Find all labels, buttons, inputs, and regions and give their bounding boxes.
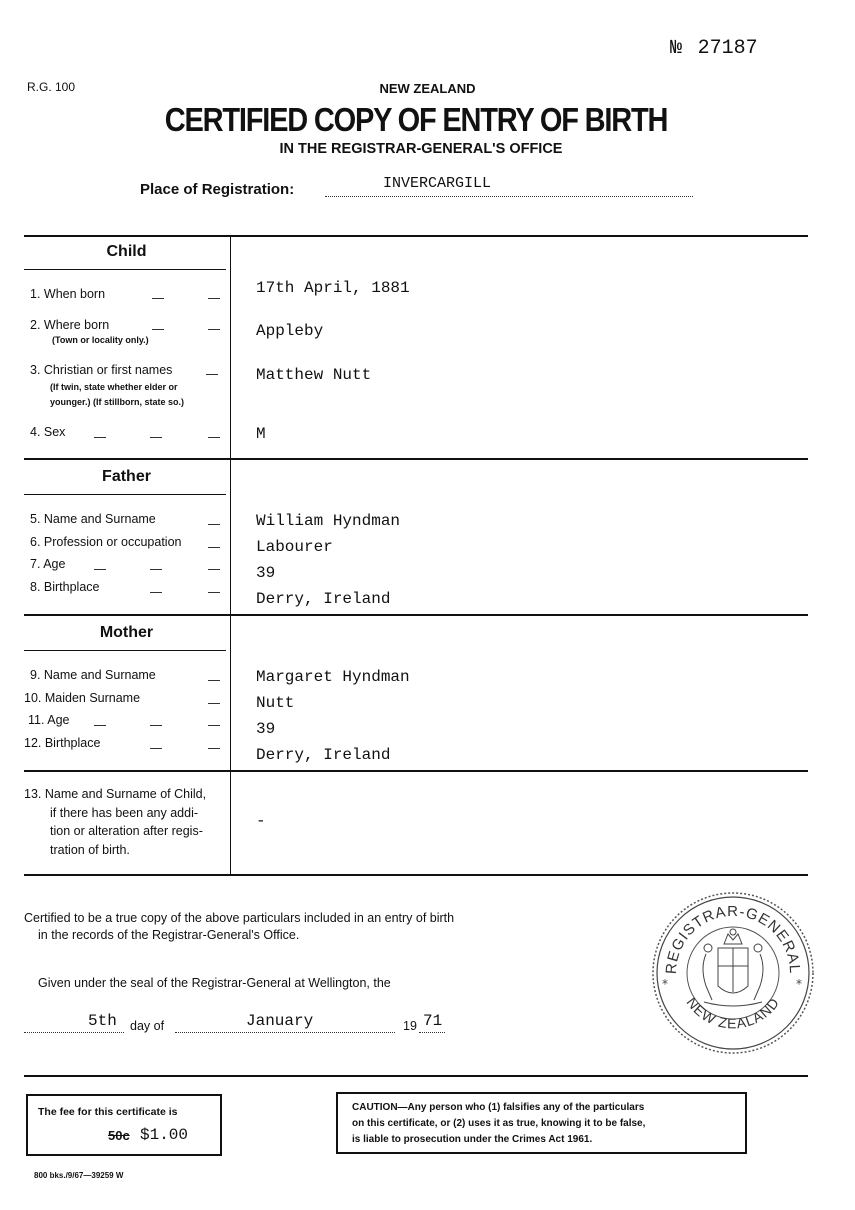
- names-value: Matthew Nutt: [256, 366, 372, 384]
- where-born-note: (Town or locality only.): [52, 335, 149, 345]
- year-value: 71: [423, 1012, 443, 1030]
- leader-dash: [208, 680, 220, 681]
- sex-value: M: [256, 425, 266, 443]
- seal-text-top: REGISTRAR-GENERAL: [662, 903, 804, 975]
- father-age-value: 39: [256, 564, 276, 582]
- leader-dash: [150, 725, 162, 726]
- month-dotted-line: [175, 1032, 395, 1033]
- print-code: 800 bks./9/67—39259 W: [34, 1171, 124, 1180]
- mother-birthplace-label: 12. Birthplace: [24, 736, 101, 750]
- footer-top-rule: [24, 1075, 808, 1077]
- alteration-label-line1: 13. Name and Surname of Child,: [24, 787, 207, 801]
- father-occupation-label: 6. Profession or occupation: [30, 535, 182, 549]
- child-heading: Child: [106, 243, 147, 260]
- caution-line1: CAUTION—Any person who (1) falsifies any of the particulars: [352, 1102, 645, 1113]
- names-note-line2: younger.) (If stillborn, state so.): [50, 397, 185, 407]
- seal-graphic: [648, 888, 818, 1058]
- country-heading: NEW ZEALAND: [379, 81, 476, 96]
- leader-dash: [94, 569, 106, 570]
- section-rule-alteration: [24, 770, 808, 772]
- leader-dash: [150, 437, 162, 438]
- leader-dash: [94, 725, 106, 726]
- day-value: 5th: [88, 1012, 117, 1030]
- coat-of-arms-icon: [703, 929, 763, 1006]
- registrar-general-seal: [648, 888, 818, 1058]
- names-label: 3. Christian or first names: [30, 363, 173, 377]
- day-of-label: day of: [130, 1019, 165, 1033]
- svg-text:NEW ZEALAND: [683, 994, 782, 1031]
- leader-dash: [150, 748, 162, 749]
- place-dotted-line: [325, 196, 693, 197]
- caution-line2: on this certificate, or (2) uses it as true, knowing it to be false,: [352, 1118, 646, 1129]
- mother-heading-rule: [24, 650, 226, 651]
- leader-dash: [208, 437, 220, 438]
- leader-dash: [208, 748, 220, 749]
- father-age-label: 7. Age: [30, 557, 66, 571]
- alteration-value: -: [256, 812, 266, 830]
- mother-heading: Mother: [99, 624, 154, 641]
- when-born-label: 1. When born: [30, 287, 106, 301]
- mother-maiden-value: Nutt: [256, 694, 295, 712]
- seal-text-bottom: NEW ZEALAND: [683, 994, 783, 1032]
- leader-dash: [94, 437, 106, 438]
- where-born-label: 2. Where born: [30, 318, 110, 332]
- fee-value: $1.00: [140, 1126, 189, 1144]
- number-value: 27187: [697, 37, 758, 60]
- mother-name-value: Margaret Hyndman: [256, 668, 410, 686]
- father-name-value: William Hyndman: [256, 512, 401, 530]
- form-code: R.G. 100: [27, 80, 76, 94]
- certification-line2: in the records of the Registrar-General's Office.: [38, 928, 300, 942]
- table-column-divider: [230, 237, 231, 874]
- leader-dash: [152, 298, 164, 299]
- mother-maiden-label: 10. Maiden Surname: [24, 691, 141, 705]
- leader-dash: [208, 725, 220, 726]
- leader-dash: [208, 524, 220, 525]
- month-value: January: [246, 1012, 314, 1030]
- document-title: CERTIFIED COPY OF ENTRY OF BIRTH: [164, 102, 668, 139]
- place-label: Place of Registration:: [140, 181, 295, 198]
- where-born-value: Appleby: [256, 322, 324, 340]
- father-birthplace-label: 8. Birthplace: [30, 580, 100, 594]
- caution-box: [336, 1092, 747, 1154]
- svg-text:*: *: [796, 977, 802, 991]
- father-heading: Father: [102, 468, 151, 485]
- sex-label: 4. Sex: [30, 425, 66, 439]
- alteration-label-line4: tration of birth.: [50, 843, 130, 857]
- father-birthplace-value: Derry, Ireland: [256, 590, 391, 608]
- section-rule-mother: [24, 614, 808, 616]
- alteration-label-line3: tion or alteration after regis-: [50, 824, 203, 838]
- father-name-label: 5. Name and Surname: [30, 512, 156, 526]
- leader-dash: [150, 592, 162, 593]
- leader-dash: [208, 703, 220, 704]
- given-under-seal-text: Given under the seal of the Registrar-General at Wellington, the: [38, 976, 391, 990]
- mother-name-label: 9. Name and Surname: [30, 668, 156, 682]
- document-subtitle: IN THE REGISTRAR-GENERAL'S OFFICE: [279, 141, 563, 157]
- fee-old-value: 50c: [108, 1128, 130, 1143]
- child-heading-rule: [24, 269, 226, 270]
- section-rule-father: [24, 458, 808, 460]
- leader-dash: [208, 298, 220, 299]
- table-bottom-border: [24, 874, 808, 876]
- leader-dash: [208, 569, 220, 570]
- caution-line3: is liable to prosecution under the Crimes Act 1961.: [352, 1134, 593, 1145]
- svg-text:*: *: [662, 977, 668, 991]
- number-prefix: №: [670, 37, 683, 60]
- mother-birthplace-value: Derry, Ireland: [256, 746, 391, 764]
- fee-box: [26, 1094, 222, 1156]
- mother-age-label: 11. Age: [28, 713, 70, 727]
- fee-label: The fee for this certificate is: [38, 1106, 178, 1118]
- certification-line1: Certified to be a true copy of the above particulars included in an entry of birth: [24, 911, 455, 925]
- leader-dash: [208, 592, 220, 593]
- father-occupation-value: Labourer: [256, 538, 333, 556]
- leader-dash: [150, 569, 162, 570]
- day-dotted-line: [24, 1032, 124, 1033]
- leader-dash: [208, 547, 220, 548]
- certificate-number: [670, 36, 758, 60]
- mother-age-value: 39: [256, 720, 276, 738]
- father-heading-rule: [24, 494, 226, 495]
- alteration-label-line2: if there has been any addi-: [50, 806, 199, 820]
- year-dotted-line: [419, 1032, 445, 1033]
- year-prefix: 19: [403, 1019, 417, 1033]
- leader-dash: [208, 329, 220, 330]
- table-top-border: [24, 235, 808, 237]
- place-value: INVERCARGILL: [383, 175, 492, 192]
- names-note-line1: (If twin, state whether elder or: [50, 382, 178, 392]
- when-born-value: 17th April, 1881: [256, 279, 410, 297]
- leader-dash: [152, 329, 164, 330]
- leader-dash: [206, 374, 218, 375]
